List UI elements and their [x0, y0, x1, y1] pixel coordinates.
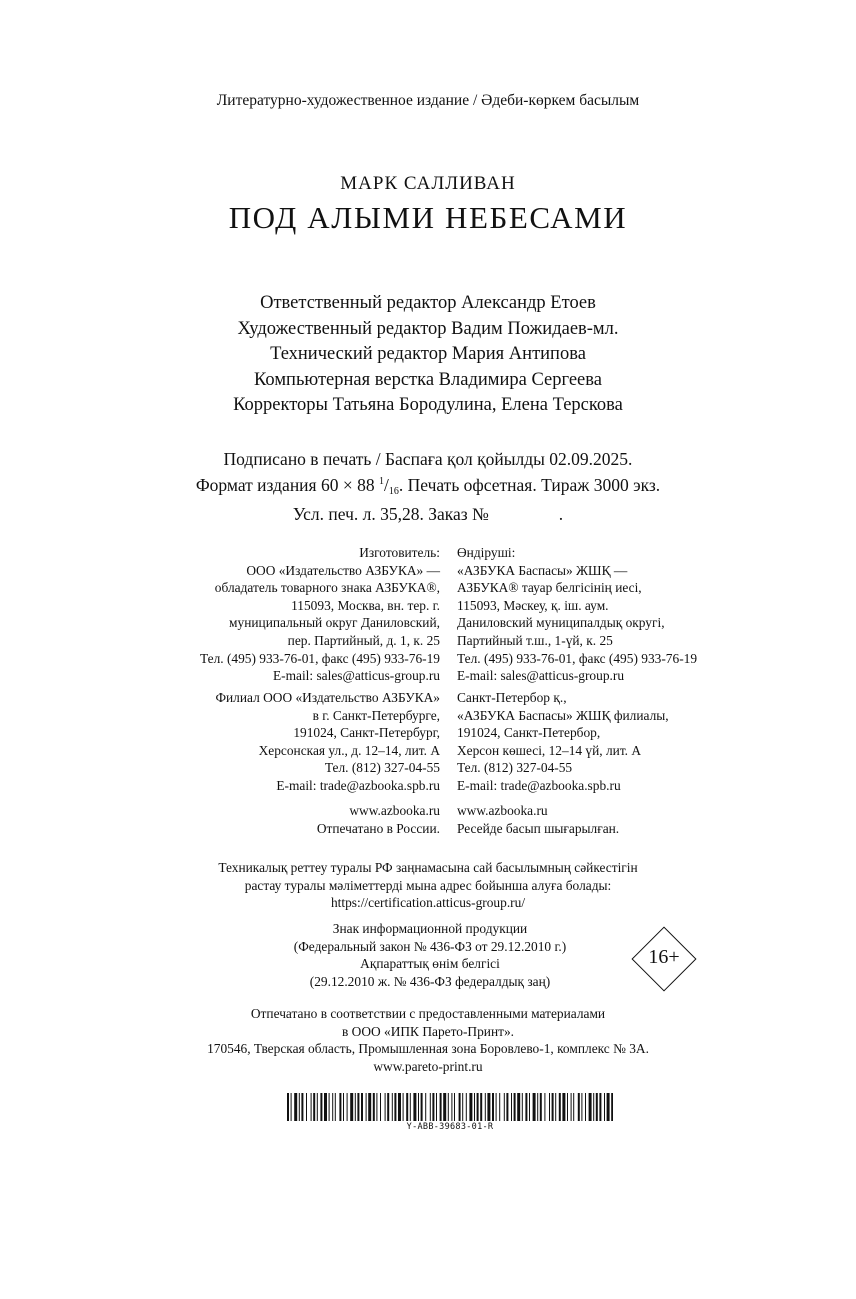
info-sign: Знак информационной продукции (Федеральный закон № 436-ФЗ от 29.12.2010 г.) Ақпараттық өнім белгісі (29.12.2010 ж. № 436-ФЗ федералдық заң) [293, 921, 567, 989]
barcode-bar [485, 1093, 486, 1121]
footer-kz: www.azbooka.ru Ресейде басып шығарылған. [457, 802, 777, 837]
barcode-bar [311, 1093, 312, 1121]
barcode-bar [589, 1093, 592, 1121]
website-link: www.azbooka.ru [349, 803, 440, 818]
credit-line: Ответственный редактор Александр Етоев [260, 293, 596, 313]
barcode-bar [317, 1093, 318, 1121]
barcode-bar [398, 1093, 401, 1121]
barcode-bar [448, 1093, 449, 1121]
barcode-bar [373, 1093, 375, 1121]
barcode-bar [562, 1093, 565, 1121]
barcode-bar [533, 1093, 536, 1121]
age-rating-badge [631, 926, 697, 992]
barcode-bar [511, 1093, 512, 1121]
barcode-bar [496, 1093, 497, 1121]
barcode-bar [320, 1093, 322, 1121]
barcode-bar [499, 1093, 500, 1121]
signed-line: Подписано в печать / Баспаға қол қойылды 02.09.2025. [223, 449, 633, 469]
barcode-bar [425, 1093, 426, 1121]
barcode-bar [593, 1093, 594, 1121]
credit-line: Корректоры Татьяна Бородулина, Елена Терскова [233, 395, 623, 416]
barcode-bar [361, 1093, 363, 1121]
credit-line: Технический редактор Мария Антипова [270, 344, 586, 365]
manufacturer-kz: Өндіруші: «АЗБУКА Баспасы» ЖШҚ — АЗБУКА® тауар белгісінің иесі, 115093, Мәскеу, қ. іш. аум. Даниловский муниципалдық округі, Партийный т.ш., 1-үй, к. 25 Тел. (495) 933-76-01, факс (495) 933-76-19 E-mail: sales@atticus-group.ru [457, 545, 698, 684]
barcode-bar [599, 1093, 601, 1121]
certification-url: https://certification.atticus-group.ru/ [330, 895, 526, 911]
sheets-line: Усл. печ. л. 35,28. Заказ № . [292, 504, 564, 524]
barcode-bar [552, 1093, 554, 1121]
branch-kz: Санкт-Петербор қ., «АЗБУКА Баспасы» ЖШҚ филиалы, 191024, Санкт-Петербор, Херсон көшесі, 12–14 үй, лит. А Тел. (812) 327-04-55 E-mail: trade@azbooka.spb.ru [457, 690, 669, 793]
barcode-bar [392, 1093, 393, 1121]
barcode-bar [454, 1093, 455, 1121]
barcode-bar [387, 1093, 389, 1121]
barcode-bar [324, 1093, 327, 1121]
barcode-bar [313, 1093, 315, 1121]
barcode-bar [596, 1093, 598, 1121]
barcode-bar [540, 1093, 542, 1121]
barcode-bar [477, 1093, 479, 1121]
age-rating-label: 16+ [648, 946, 680, 968]
barcode-bar [418, 1093, 419, 1121]
barcode-bar [406, 1093, 408, 1121]
barcode-bar [432, 1093, 434, 1121]
series-line: Литературно-художественное издание / Әдеби-көркем басылым [216, 92, 640, 109]
barcode-bar [517, 1093, 520, 1121]
barcode-bar [567, 1093, 568, 1121]
barcode-bar [368, 1093, 371, 1121]
barcode-bar [474, 1093, 475, 1121]
credits-block [0, 291, 856, 419]
barcode-bar [294, 1093, 297, 1121]
barcode-bar [436, 1093, 437, 1121]
printer-info: Отпечатано в соответствии с предоставленными материалами в ООО «ИПК Парето-Принт». 170546, Тверская область, Промышленная зона Боровлево-1, комплекс № 3А. www.pareto-print.ru [0, 1005, 856, 1075]
barcode-bar [350, 1093, 353, 1121]
barcode-bar [291, 1093, 292, 1121]
barcode-bar [329, 1093, 330, 1121]
barcode-bar [413, 1093, 416, 1121]
barcode-bar [376, 1093, 377, 1121]
barcode-bar [301, 1093, 303, 1121]
manufacturer-ru: Изготовитель: ООО «Издательство АЗБУКА» — обладатель товарного знака АЗБУКА®, 115093, Москва, вн. тер. г. муниципальный округ Даниловский, пер. Партийный, д. 1, к. 25 Тел. (495) 933-76-01, факс (495) 933-76-19 E-mail: sales@atticus-group.ru [199, 545, 440, 684]
barcode-bar [430, 1093, 431, 1121]
barcode-bar [451, 1093, 452, 1121]
barcode-bar [581, 1093, 582, 1121]
barcode-bar [555, 1093, 556, 1121]
barcode-bar [440, 1093, 442, 1121]
barcode-bar [578, 1093, 580, 1121]
barcode-bar [380, 1093, 381, 1121]
barcode-bar [306, 1093, 307, 1121]
barcode-label: Y-ABB-39683-01-R [406, 1122, 494, 1132]
barcode-icon [287, 1093, 613, 1121]
barcode-bar [287, 1093, 289, 1121]
barcode-bar [487, 1093, 490, 1121]
barcode-bar [537, 1093, 538, 1121]
author-name: МАРК САЛЛИВАН [340, 173, 516, 194]
barcode-bar [385, 1093, 386, 1121]
barcode-bar [525, 1093, 527, 1121]
barcode-bar [492, 1093, 494, 1121]
barcode-bar [514, 1093, 516, 1121]
barcode-bar [403, 1093, 404, 1121]
format-line: Формат издания 60 × 88 $^1/_{16}$. Печать офсетная. Тираж 3000 экз. [195, 474, 661, 497]
barcode-bar [299, 1093, 300, 1121]
barcode-bar [559, 1093, 561, 1121]
barcode-bar [462, 1093, 463, 1121]
barcode-bar [573, 1093, 574, 1121]
barcode-bar [529, 1093, 530, 1121]
barcode-bar [357, 1093, 359, 1121]
barcode-bar [607, 1093, 610, 1121]
barcode-bar [347, 1093, 348, 1121]
barcode-bar [480, 1093, 482, 1121]
barcode-bar [466, 1093, 467, 1121]
book-title: ПОД АЛЫМИ НЕБЕСАМИ [228, 200, 628, 235]
credit-line: Компьютерная верстка Владимира Сергеева [254, 369, 602, 390]
print-info [0, 448, 856, 526]
barcode-bar [421, 1093, 423, 1121]
barcode-bar [339, 1093, 341, 1121]
barcode-bar [343, 1093, 344, 1121]
branch-ru: Филиал ООО «Издательство АЗБУКА» в г. Санкт-Петербурге, 191024, Санкт-Петербург, Херсонская ул., д. 12–14, лит. А Тел. (812) 327-04-55 E-mail: trade@azbooka.spb.ru [215, 690, 440, 793]
footer-ru: www.azbooka.ru Отпечатано в России. [120, 802, 440, 837]
barcode-bar [469, 1093, 472, 1121]
credit-line: Художественный редактор Вадим Пожидаев-мл. [237, 318, 619, 339]
tech-regulation: Техникалық реттеу туралы РФ заңнамасына сай басылымның сәйкестігін растау туралы мәліметтерді мына адрес бойынша алуға болады: https://certification.atticus-group.ru/ [0, 859, 856, 912]
barcode-bar [410, 1093, 411, 1121]
barcode-bar [506, 1093, 508, 1121]
barcode-bar [355, 1093, 356, 1121]
barcode-bar [394, 1093, 396, 1121]
barcode-bar [504, 1093, 505, 1121]
barcode-bar [549, 1093, 550, 1121]
barcode-bar [522, 1093, 523, 1121]
barcode-bar [585, 1093, 586, 1121]
barcode-bar [332, 1093, 333, 1121]
barcode-bar [443, 1093, 446, 1121]
barcode-bar [335, 1093, 336, 1121]
barcode-bar [604, 1093, 605, 1121]
barcode-bar [366, 1093, 367, 1121]
barcode-bar [459, 1093, 461, 1121]
printer-website: www.pareto-print.ru [373, 1058, 483, 1074]
website-link: www.azbooka.ru [457, 803, 548, 818]
barcode-bar [611, 1093, 613, 1121]
barcode-bar [544, 1093, 545, 1121]
barcode-bar [571, 1093, 572, 1121]
